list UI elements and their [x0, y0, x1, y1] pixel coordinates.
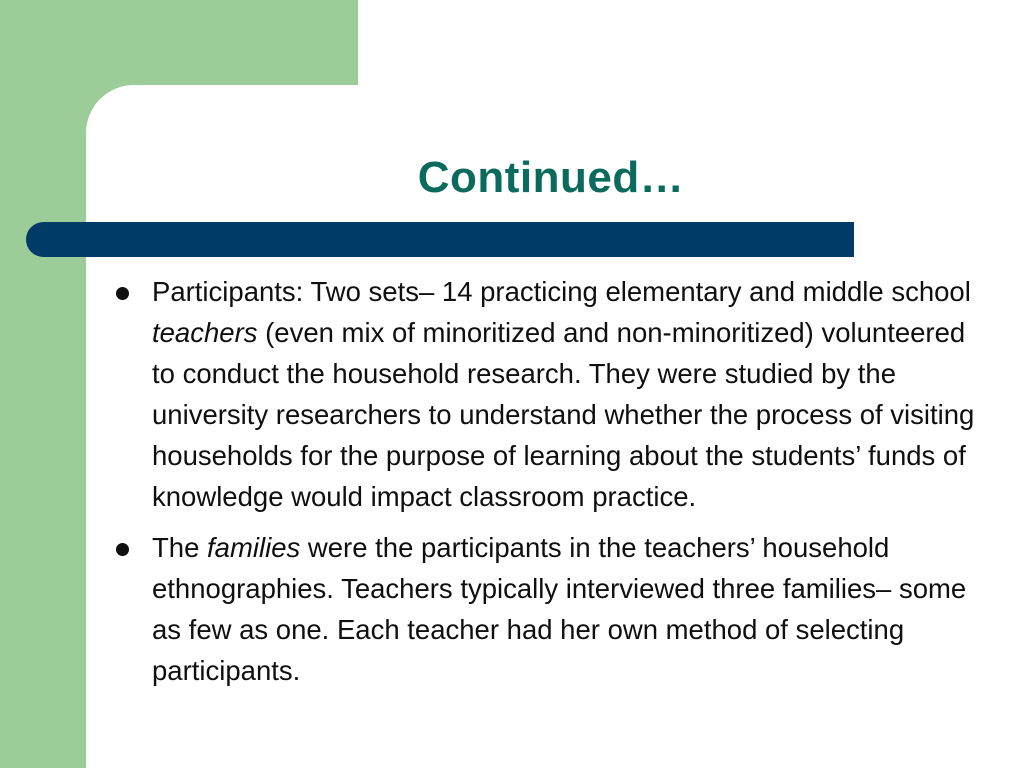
- slide-title: Continued…: [417, 153, 685, 202]
- bullet-text-emphasis: families: [207, 532, 301, 563]
- title-underline-bar: [26, 222, 854, 257]
- bullet-item: [112, 527, 992, 691]
- bullet-dot-icon: [116, 543, 129, 556]
- bullet-text-after: (even mix of minoritized and non-minoritized) volunteered to conduct the household research. They were studied by the university researchers to understand whether the process of visiting households for the purpose of learning about the students’ funds of knowledge would impact classroom practice.: [152, 317, 975, 512]
- bullet-text-before: The: [152, 532, 208, 563]
- bullet-text-after: were the participants in the teachers’ household ethnographies. Teachers typically interviewed three families– some as few as one. Each teacher had her own method of selecting participants.: [152, 532, 967, 686]
- bullet-text-emphasis: teachers: [152, 317, 258, 348]
- bullet-dot-icon: [116, 287, 129, 300]
- slide-body: [112, 271, 992, 701]
- bullet-item: [112, 271, 992, 517]
- bullet-text-before: Participants: Two sets– 14 practicing elementary and middle school: [152, 276, 971, 307]
